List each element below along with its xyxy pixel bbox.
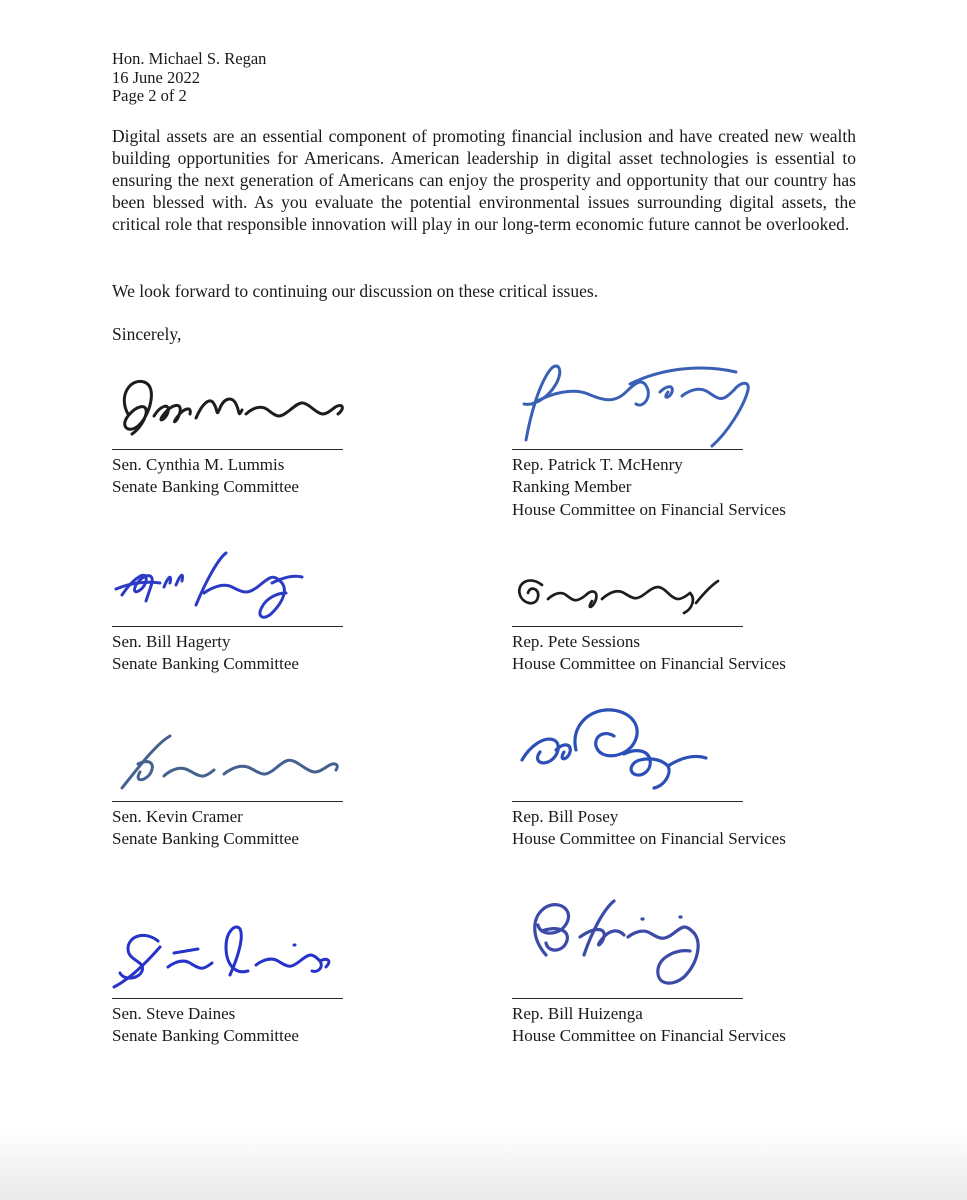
signature-line — [512, 626, 743, 627]
signer-title: Senate Banking Committee — [112, 654, 299, 674]
signature-cramer-ink — [112, 728, 352, 800]
signature-line — [512, 801, 743, 802]
signature-block-posey — [512, 704, 786, 851]
signer-name: Sen. Cynthia M. Lummis — [112, 455, 285, 474]
signature-line — [512, 998, 743, 999]
signer-name: Rep. Bill Posey — [512, 807, 619, 826]
signature-daines-ink — [112, 921, 352, 997]
signature-block-lummis — [112, 370, 352, 499]
letter-header — [112, 50, 266, 106]
signature-block-sessions — [512, 571, 786, 676]
signer-name: Sen. Bill Hagerty — [112, 632, 231, 651]
signer-title: Senate Banking Committee — [112, 1026, 299, 1046]
signature-block-mchenry — [512, 360, 786, 521]
signer-title: House Committee on Financial Services — [512, 829, 786, 849]
signature-block-cramer — [112, 728, 352, 851]
signature-line — [512, 449, 743, 450]
page-bottom-shadow — [0, 1128, 967, 1200]
closing-salutation: Sincerely, — [112, 324, 182, 344]
signature-huizenga-ink — [512, 893, 752, 997]
signer-title: Senate Banking Committee — [112, 477, 299, 497]
signer-title: House Committee on Financial Services — [512, 654, 786, 674]
signer-name: Rep. Pete Sessions — [512, 632, 640, 651]
signature-line — [112, 801, 343, 802]
signature-line — [112, 998, 343, 999]
signature-block-huizenga — [512, 893, 786, 1048]
signature-block-daines — [112, 921, 352, 1048]
signature-posey-ink — [512, 704, 752, 800]
signer-title: House Committee on Financial Services — [512, 1026, 786, 1046]
followup-sentence: We look forward to continuing our discussion on these critical issues. — [112, 281, 599, 301]
header-date: 16 June 2022 — [112, 67, 200, 87]
signer-name: Sen. Kevin Cramer — [112, 807, 243, 826]
signature-line — [112, 626, 343, 627]
signature-hagerty-ink — [112, 551, 362, 625]
signer-name: Rep. Patrick T. McHenry — [512, 455, 683, 474]
signer-committee: House Committee on Financial Services — [512, 499, 786, 519]
signature-block-hagerty — [112, 551, 362, 676]
signature-mchenry-ink — [512, 360, 762, 448]
signature-line — [112, 449, 343, 450]
header-recipient: Hon. Michael S. Regan — [112, 49, 267, 68]
signer-title: Ranking Member — [512, 477, 632, 497]
signer-title: Senate Banking Committee — [112, 829, 299, 849]
signature-sessions-ink — [512, 571, 737, 625]
signature-lummis-ink — [112, 370, 352, 448]
header-page-indicator: Page 2 of 2 — [112, 86, 187, 106]
signer-name: Rep. Bill Huizenga — [512, 1004, 643, 1023]
body-paragraph: Digital assets are an essential component of promoting financial inclusion and have created new wealth building opportunities for Americans. American leadership in digital asset technologies is essential to ensuring the next generation of Americans can enjoy the prosperity and opportunity that our country has been blessed with. As you evaluate the potential environmental issues surrounding digital assets, the critical role that responsible innovation will play in our long-term economic future cannot be overlooked. — [112, 126, 856, 234]
signer-name: Sen. Steve Daines — [112, 1004, 236, 1023]
